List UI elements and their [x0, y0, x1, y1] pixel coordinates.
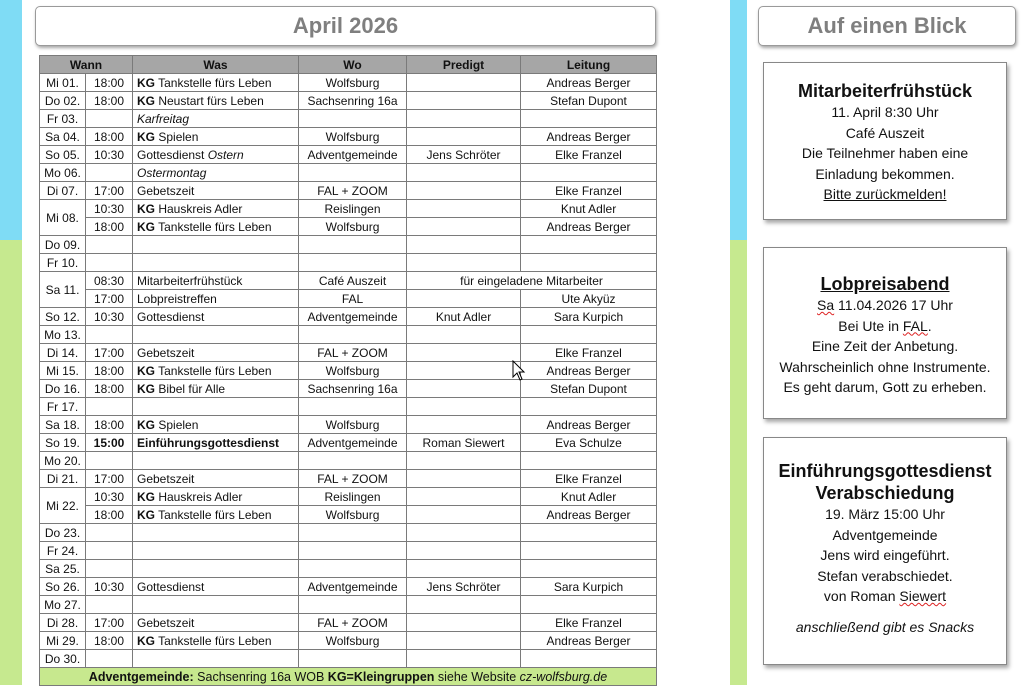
- cell-leitung: Knut Adler: [521, 488, 657, 506]
- cell-wo: Adventgemeinde: [299, 308, 407, 326]
- cell-wo: Sachsenring 16a: [299, 92, 407, 110]
- table-row: [40, 164, 657, 182]
- cell-was: KG Hauskreis Adler: [133, 488, 299, 506]
- cell-leitung: Elke Franzel: [521, 344, 657, 362]
- cell-wo: Wolfsburg: [299, 74, 407, 92]
- cell-day: So 12.: [40, 308, 86, 326]
- cell-day: Do 23.: [40, 524, 86, 542]
- calendar-title: April 2026: [35, 6, 656, 46]
- cell-was: Einführungsgottesdienst: [133, 434, 299, 452]
- cell-day: Di 21.: [40, 470, 86, 488]
- table-row: [40, 326, 657, 344]
- cell-wo: FAL + ZOOM: [299, 470, 407, 488]
- cell-wo: Adventgemeinde: [299, 146, 407, 164]
- header-predigt: Predigt: [407, 56, 521, 74]
- cell-was: [133, 524, 299, 542]
- cell-wo: [299, 110, 407, 128]
- cell-time: [86, 542, 133, 560]
- cell-predigt: Jens Schröter: [407, 578, 521, 596]
- cell-leitung: Andreas Berger: [521, 416, 657, 434]
- cell-leitung: Andreas Berger: [521, 218, 657, 236]
- card-lobpreisabend: Lobpreisabend Sa 11.04.2026 17 Uhr Bei Ute in FAL. Eine Zeit der Anbetung. Wahrscheinlich ohne Instrumente. Es geht darum, Gott zu erheben.: [763, 247, 1007, 419]
- table-row: [40, 74, 657, 92]
- cell-wo: [299, 524, 407, 542]
- cell-leitung: [521, 254, 657, 272]
- cell-predigt: Jens Schröter: [407, 146, 521, 164]
- cell-day: Mo 06.: [40, 164, 86, 182]
- header-row: [40, 56, 657, 74]
- cell-wo: Wolfsburg: [299, 218, 407, 236]
- table-row: [40, 398, 657, 416]
- cell-predigt: [407, 110, 521, 128]
- table-row: [40, 578, 657, 596]
- cell-predigt: [407, 200, 521, 218]
- cell-time: [86, 596, 133, 614]
- cell-day: So 26.: [40, 578, 86, 596]
- cell-predigt: [407, 74, 521, 92]
- cell-day: Do 16.: [40, 380, 86, 398]
- cell-leitung: Andreas Berger: [521, 506, 657, 524]
- cell-was: KG Spielen: [133, 128, 299, 146]
- cell-was: [133, 560, 299, 578]
- cell-time: [86, 398, 133, 416]
- footer-row: [40, 668, 657, 686]
- cell-day: Fr 24.: [40, 542, 86, 560]
- table-row: [40, 92, 657, 110]
- cell-time: [86, 164, 133, 182]
- table-row: [40, 218, 657, 236]
- table-row: [40, 182, 657, 200]
- cell-predigt: [407, 236, 521, 254]
- cell-predigt: [407, 290, 521, 308]
- card3-title: Einführungsgottesdienst: [778, 461, 992, 481]
- cell-wo: [299, 236, 407, 254]
- header-wo: Wo: [299, 56, 407, 74]
- cell-predigt: [407, 254, 521, 272]
- cell-predigt: [407, 596, 521, 614]
- table-row: [40, 344, 657, 362]
- cell-day: Mo 13.: [40, 326, 86, 344]
- cell-time: 17:00: [86, 614, 133, 632]
- cell-predigt: [407, 326, 521, 344]
- cell-wo: Wolfsburg: [299, 416, 407, 434]
- cell-time: 10:30: [86, 578, 133, 596]
- table-row: [40, 254, 657, 272]
- cell-wo: FAL + ZOOM: [299, 344, 407, 362]
- table-row: [40, 362, 657, 380]
- cell-wo: Wolfsburg: [299, 632, 407, 650]
- cell-time: 15:00: [86, 434, 133, 452]
- cell-wo: [299, 452, 407, 470]
- cell-day: Mi 29.: [40, 632, 86, 650]
- cell-wo: [299, 596, 407, 614]
- cell-day: Fr 03.: [40, 110, 86, 128]
- cell-day: So 19.: [40, 434, 86, 452]
- table-row: [40, 506, 657, 524]
- cell-time: 18:00: [86, 128, 133, 146]
- cell-was: [133, 542, 299, 560]
- cell-leitung: Sara Kurpich: [521, 578, 657, 596]
- cell-wo: FAL: [299, 290, 407, 308]
- cell-was: Gottesdienst: [133, 308, 299, 326]
- cell-time: [86, 452, 133, 470]
- cell-day: Do 09.: [40, 236, 86, 254]
- table-row: [40, 488, 657, 506]
- cell-day: Di 14.: [40, 344, 86, 362]
- cell-day: Mi 22.: [40, 488, 86, 524]
- cell-wo: [299, 560, 407, 578]
- cell-predigt: [407, 488, 521, 506]
- cell-was: KG Bibel für Alle: [133, 380, 299, 398]
- cell-note: für eingeladene Mitarbeiter: [407, 272, 657, 290]
- cell-day: Mi 01.: [40, 74, 86, 92]
- cell-time: [86, 326, 133, 344]
- cell-predigt: [407, 614, 521, 632]
- cell-predigt: [407, 218, 521, 236]
- cell-wo: Adventgemeinde: [299, 578, 407, 596]
- cell-wo: [299, 254, 407, 272]
- mouse-cursor-icon: [512, 360, 526, 382]
- cell-was: [133, 398, 299, 416]
- cell-predigt: [407, 470, 521, 488]
- cell-time: 18:00: [86, 416, 133, 434]
- cell-wo: FAL + ZOOM: [299, 182, 407, 200]
- cell-time: 18:00: [86, 362, 133, 380]
- cell-day: Do 30.: [40, 650, 86, 668]
- cell-predigt: [407, 632, 521, 650]
- cell-wo: FAL + ZOOM: [299, 614, 407, 632]
- cell-predigt: [407, 452, 521, 470]
- cell-leitung: [521, 524, 657, 542]
- cell-time: [86, 650, 133, 668]
- footer-note: Adventgemeinde: Sachsenring 16a WOB KG=Kleingruppen siehe Website cz-wolfsburg.de: [40, 668, 657, 686]
- mid-band-green: [730, 240, 747, 685]
- cell-was: Gebetszeit: [133, 614, 299, 632]
- cell-day: So 05.: [40, 146, 86, 164]
- cell-time: [86, 254, 133, 272]
- header-was: Was: [133, 56, 299, 74]
- cell-leitung: Elke Franzel: [521, 470, 657, 488]
- cell-day: Sa 25.: [40, 560, 86, 578]
- cell-was: [133, 326, 299, 344]
- cell-leitung: Elke Franzel: [521, 146, 657, 164]
- cell-was: KG Tankstelle fürs Leben: [133, 218, 299, 236]
- cell-was: Mitarbeiterfrühstück: [133, 272, 299, 290]
- cell-wo: Reislingen: [299, 200, 407, 218]
- cell-day: Mo 20.: [40, 452, 86, 470]
- cell-leitung: [521, 596, 657, 614]
- cell-leitung: [521, 560, 657, 578]
- mid-band-blue: [730, 0, 747, 240]
- cell-leitung: Andreas Berger: [521, 362, 657, 380]
- cell-wo: [299, 398, 407, 416]
- cell-leitung: Stefan Dupont: [521, 92, 657, 110]
- cell-leitung: Ute Akyüz: [521, 290, 657, 308]
- table-row: [40, 560, 657, 578]
- left-band-green: [0, 240, 22, 685]
- calendar-table: [39, 55, 657, 686]
- cell-leitung: Sara Kurpich: [521, 308, 657, 326]
- cell-wo: [299, 650, 407, 668]
- cell-time: [86, 560, 133, 578]
- cell-leitung: Eva Schulze: [521, 434, 657, 452]
- cell-was: Gebetszeit: [133, 470, 299, 488]
- cell-was: [133, 650, 299, 668]
- card-mitarbeiterfruehstueck: Mitarbeiterfrühstück 11. April 8:30 Uhr Café Auszeit Die Teilnehmer haben eine Einladung bekommen. Bitte zurückmelden!: [763, 62, 1007, 220]
- cell-leitung: Knut Adler: [521, 200, 657, 218]
- cell-day: Sa 04.: [40, 128, 86, 146]
- table-row: [40, 272, 657, 290]
- cell-leitung: [521, 326, 657, 344]
- cell-was: Lobpreistreffen: [133, 290, 299, 308]
- cell-time: 17:00: [86, 344, 133, 362]
- cell-time: 18:00: [86, 632, 133, 650]
- cell-wo: Sachsenring 16a: [299, 380, 407, 398]
- cell-leitung: [521, 542, 657, 560]
- cell-time: 18:00: [86, 380, 133, 398]
- table-row: [40, 308, 657, 326]
- cell-predigt: [407, 650, 521, 668]
- table-row: [40, 146, 657, 164]
- cell-day: Do 02.: [40, 92, 86, 110]
- cell-predigt: [407, 524, 521, 542]
- cell-was: [133, 596, 299, 614]
- cell-leitung: Andreas Berger: [521, 74, 657, 92]
- table-row: [40, 110, 657, 128]
- cell-predigt: Knut Adler: [407, 308, 521, 326]
- cell-time: 18:00: [86, 74, 133, 92]
- cell-predigt: [407, 92, 521, 110]
- cell-was: [133, 254, 299, 272]
- cell-leitung: [521, 452, 657, 470]
- cell-time: 18:00: [86, 506, 133, 524]
- cell-time: 18:00: [86, 92, 133, 110]
- cell-day: Di 07.: [40, 182, 86, 200]
- cell-leitung: Andreas Berger: [521, 128, 657, 146]
- cell-wo: Wolfsburg: [299, 506, 407, 524]
- cell-was: KG Tankstelle fürs Leben: [133, 362, 299, 380]
- cell-leitung: Andreas Berger: [521, 632, 657, 650]
- cell-was: KG Tankstelle fürs Leben: [133, 74, 299, 92]
- cell-time: 08:30: [86, 272, 133, 290]
- cell-was: Gottesdienst Ostern: [133, 146, 299, 164]
- cell-was: Gottesdienst: [133, 578, 299, 596]
- cell-day: Sa 11.: [40, 272, 86, 308]
- cell-predigt: [407, 380, 521, 398]
- cell-leitung: Stefan Dupont: [521, 380, 657, 398]
- header-leitung: Leitung: [521, 56, 657, 74]
- cell-was: KG Spielen: [133, 416, 299, 434]
- cell-was: KG Tankstelle fürs Leben: [133, 632, 299, 650]
- cell-was: Gebetszeit: [133, 344, 299, 362]
- cell-day: Sa 18.: [40, 416, 86, 434]
- cell-time: 17:00: [86, 290, 133, 308]
- cell-was: KG Neustart fürs Leben: [133, 92, 299, 110]
- cell-time: 17:00: [86, 182, 133, 200]
- cell-day: Mo 27.: [40, 596, 86, 614]
- cell-leitung: [521, 164, 657, 182]
- cell-was: Karfreitag: [133, 110, 299, 128]
- card-einfuehrungsgottesdienst: Einführungsgottesdienst Verabschiedung 19. März 15:00 Uhr Adventgemeinde Jens wird eingeführt. Stefan verabschiedet. von Roman Siewert anschließend gibt es Snacks: [763, 437, 1007, 665]
- cell-time: [86, 236, 133, 254]
- table-row: [40, 524, 657, 542]
- cell-time: 10:30: [86, 146, 133, 164]
- cell-was: KG Hauskreis Adler: [133, 200, 299, 218]
- sidebar-title: Auf einen Blick: [758, 6, 1016, 46]
- cell-time: [86, 524, 133, 542]
- card1-title: Mitarbeiterfrühstück: [797, 81, 973, 101]
- cell-predigt: Roman Siewert: [407, 434, 521, 452]
- table-row: [40, 128, 657, 146]
- cell-predigt: [407, 398, 521, 416]
- cell-was: Gebetszeit: [133, 182, 299, 200]
- header-wann: Wann: [40, 56, 133, 74]
- cell-day: Fr 10.: [40, 254, 86, 272]
- cell-predigt: [407, 506, 521, 524]
- cell-wo: Wolfsburg: [299, 128, 407, 146]
- cell-predigt: [407, 128, 521, 146]
- cell-predigt: [407, 164, 521, 182]
- cell-leitung: [521, 110, 657, 128]
- cell-wo: Wolfsburg: [299, 362, 407, 380]
- cell-predigt: [407, 542, 521, 560]
- cell-time: 18:00: [86, 218, 133, 236]
- cell-leitung: [521, 398, 657, 416]
- left-band-blue: [0, 0, 22, 240]
- cell-time: 10:30: [86, 488, 133, 506]
- cell-predigt: [407, 344, 521, 362]
- cell-leitung: [521, 650, 657, 668]
- table-row: [40, 470, 657, 488]
- table-row: [40, 200, 657, 218]
- cell-leitung: Elke Franzel: [521, 614, 657, 632]
- cell-leitung: [521, 236, 657, 254]
- table-row: [40, 632, 657, 650]
- cell-wo: Adventgemeinde: [299, 434, 407, 452]
- cell-predigt: [407, 560, 521, 578]
- cell-predigt: [407, 416, 521, 434]
- card1-rsvp: Bitte zurückmelden!: [823, 186, 947, 202]
- table-row: [40, 452, 657, 470]
- table-row: [40, 380, 657, 398]
- table-row: [40, 542, 657, 560]
- table-row: [40, 650, 657, 668]
- cell-leitung: Elke Franzel: [521, 182, 657, 200]
- cell-wo: [299, 164, 407, 182]
- table-row: [40, 434, 657, 452]
- cell-wo: [299, 542, 407, 560]
- cell-day: Mi 15.: [40, 362, 86, 380]
- cell-day: Mi 08.: [40, 200, 86, 236]
- cell-day: Di 28.: [40, 614, 86, 632]
- cell-time: [86, 110, 133, 128]
- cell-time: 10:30: [86, 200, 133, 218]
- cell-wo: Café Auszeit: [299, 272, 407, 290]
- table-row: [40, 416, 657, 434]
- table-row: [40, 596, 657, 614]
- cell-was: [133, 236, 299, 254]
- table-row: [40, 236, 657, 254]
- card2-title: Lobpreisabend: [820, 274, 950, 294]
- table-row: [40, 290, 657, 308]
- cell-predigt: [407, 362, 521, 380]
- cell-was: Ostermontag: [133, 164, 299, 182]
- cell-wo: [299, 326, 407, 344]
- cell-was: [133, 452, 299, 470]
- cell-time: 17:00: [86, 470, 133, 488]
- cell-wo: Reislingen: [299, 488, 407, 506]
- cell-time: 10:30: [86, 308, 133, 326]
- cell-was: KG Tankstelle fürs Leben: [133, 506, 299, 524]
- cell-day: Fr 17.: [40, 398, 86, 416]
- table-row: [40, 614, 657, 632]
- cell-predigt: [407, 182, 521, 200]
